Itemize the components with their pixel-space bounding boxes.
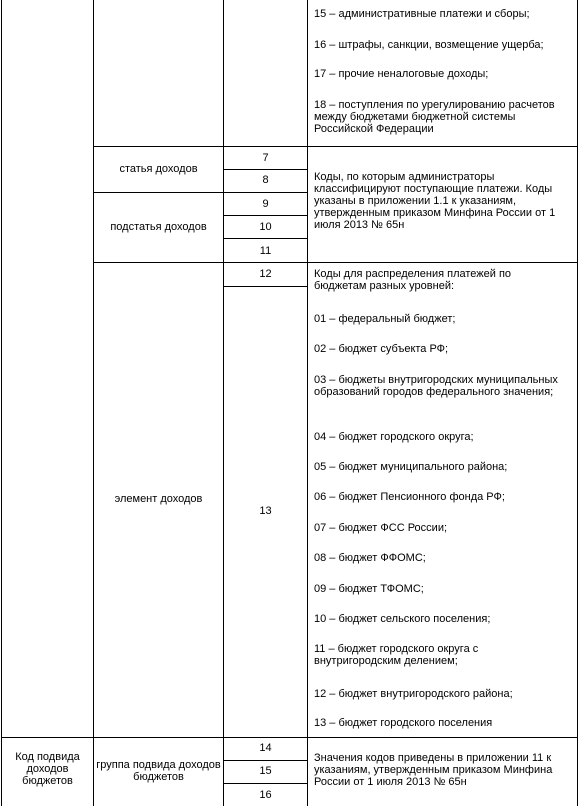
column-divider-1 (93, 0, 94, 806)
row-divider (223, 783, 308, 784)
list-item: 06 – бюджет Пенсионного фонда РФ; (314, 491, 505, 503)
description-text: Значения кодов приведены в приложении 11 к указаниям, утвержденным приказом Минфина России от 1 июля 2013 № 65н (314, 752, 553, 788)
code-part-name: элемент доходов (114, 493, 203, 505)
code-digit: 10 (259, 221, 272, 233)
column-divider-2 (223, 0, 224, 806)
row-divider (1, 737, 578, 738)
code-digit: 14 (259, 742, 272, 754)
list-item: 01 – федеральный бюджет; (314, 313, 456, 325)
code-digit: 13 (259, 505, 272, 517)
code-digit: 16 (259, 789, 272, 801)
code-digit: 11 (259, 245, 272, 257)
list-item: 08 – бюджет ФФОМС; (314, 552, 426, 564)
table-border-left (1, 0, 2, 806)
list-item: 04 – бюджет городского округа; (314, 431, 474, 443)
list-item: 10 – бюджет сельского поселения; (314, 613, 491, 625)
list-item: 09 – бюджет ТФОМС; (314, 583, 424, 595)
list-item: 05 – бюджет муниципального района; (314, 461, 508, 473)
description-text: 15 – административные платежи и сборы; (314, 8, 530, 20)
row-divider (223, 286, 308, 287)
list-item: 03 – бюджеты внутригородских муниципальных образований городов федерального значения; (314, 374, 558, 398)
code-digit: 12 (259, 268, 272, 280)
description-text: Коды, по которым администраторы классифицируют поступающие платежи. Коды указаны в приложении 1.1 к указаниям, утвержденным приказом Минфина России от 1 июля 2013 № 65н (314, 171, 556, 231)
description-text: 16 – штрафы, санкции, возмещение ущерба; (314, 39, 544, 51)
column-divider-3 (307, 0, 308, 806)
list-item: 12 – бюджет внутригородского района; (314, 688, 513, 700)
row-divider (223, 238, 308, 239)
table-border-right (577, 0, 578, 806)
description-text: Коды для распределения платежей по бюджетам разных уровней: (314, 268, 512, 292)
list-item: 07 – бюджет ФСС России; (314, 522, 448, 534)
section-label: Код подвида доходов бюджетов (15, 751, 80, 787)
row-divider (93, 192, 308, 193)
row-divider (223, 215, 308, 216)
description-text: 18 – поступления по урегулированию расчетов между бюджетами бюджетной системы Российской Федерации (314, 99, 555, 135)
code-digit: 9 (262, 198, 269, 210)
code-digit: 15 (259, 765, 272, 777)
code-digit: 7 (262, 152, 269, 164)
list-item: 11 – бюджет городского округа с внутригородским делением; (314, 643, 479, 667)
description-text: 17 – прочие неналоговые доходы; (314, 68, 489, 80)
list-item: 13 – бюджет городского поселения (314, 717, 493, 729)
row-divider (223, 169, 308, 170)
row-divider (223, 760, 308, 761)
code-digit: 8 (262, 174, 269, 186)
code-part-name: статья доходов (119, 163, 198, 175)
code-part-name: группа подвида доходов бюджетов (96, 759, 221, 783)
row-divider (93, 262, 578, 263)
list-item: 02 – бюджет субъекта РФ; (314, 343, 449, 355)
row-divider (93, 146, 578, 147)
code-part-name: подстатья доходов (110, 221, 207, 233)
